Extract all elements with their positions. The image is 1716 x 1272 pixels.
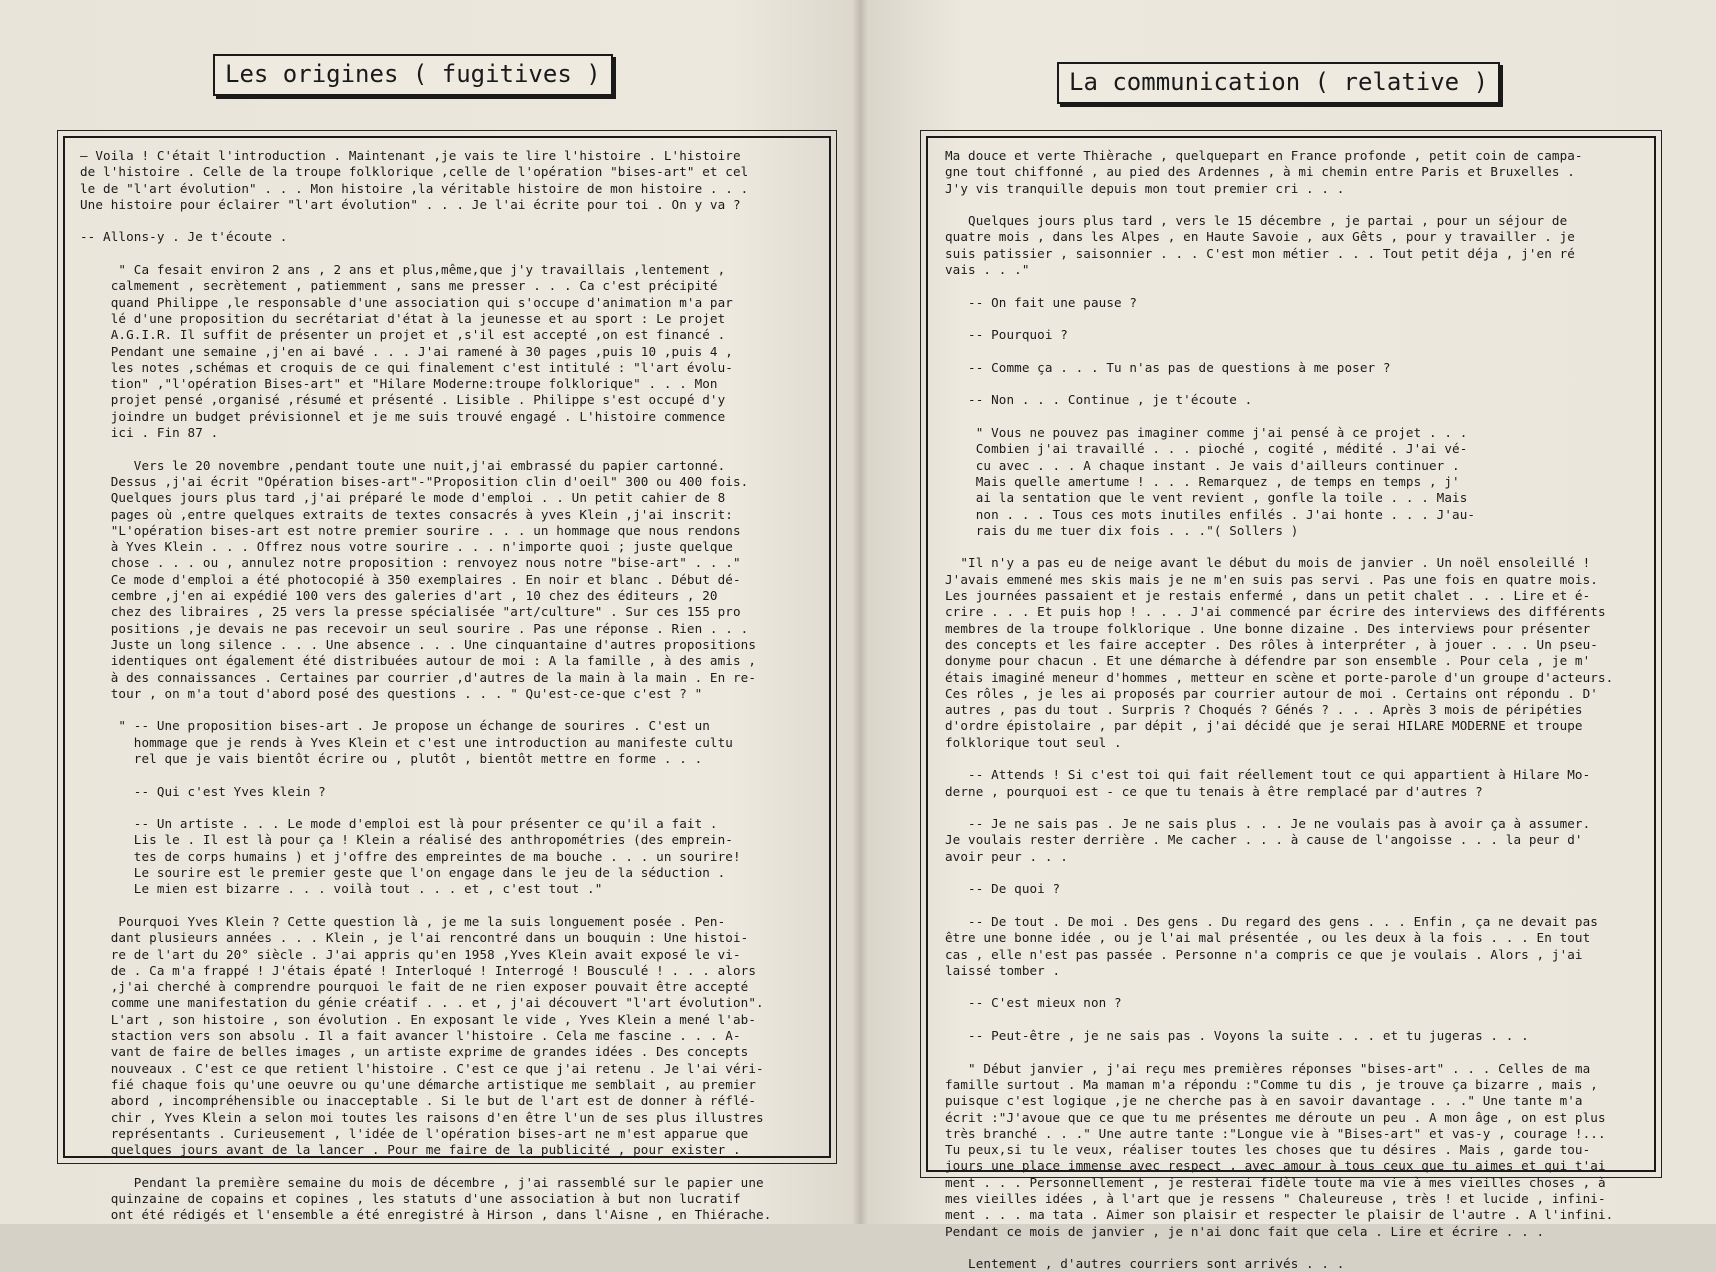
right-page-text-line: suis patissier , saisonnier . . . C'est mon métier . . . Tout petit déja , j'en ré [945, 245, 1575, 261]
right-page-text-line: d'ordre épistolaire , par dépit , j'ai décidé que je serai HILARE MODERNE et troupe [945, 718, 1583, 734]
right-page-text-line: Je voulais rester derrière . Me cacher . . . à cause de l'angoisse . . . la peur d' [945, 832, 1583, 848]
right-page-text-line: " Vous ne pouvez pas imaginer comme j'ai pensé à ce projet . . . [945, 425, 1468, 441]
right-page-text-line: J'y vis tranquille depuis mon tout premier cri . . . [945, 180, 1345, 196]
left-page-text-line: les notes ,schémas et croquis de ce qui finalement c'est intitulé : "l'art évolu- [80, 359, 733, 375]
left-page-text-line: A.G.I.R. Il suffit de présenter un projet et ,s'il est accepté ,on est financé . [80, 327, 726, 343]
right-page-text-line: Mais quelle amertume ! . . . Remarquez , de temps en temps , j' [945, 473, 1460, 489]
right-page-text-line: "Il n'y a pas eu de neige avant le début du mois de janvier . Un noël ensoleillé ! [945, 555, 1591, 571]
left-page-text-line: nouveaux . C'est ce que retient l'histoire . C'est ce que j'ai retenu . Je l'ai véri- [80, 1060, 764, 1076]
right-page-text-line: mes vieilles idées , à l'art que je ressens " Chaleureuse , très ! et lucide , infini- [945, 1191, 1606, 1206]
left-page-text-line: chez des libraires , 25 vers la presse spécialisée "art/culture" . Sur ces 155 pro [80, 604, 741, 620]
right-page-text-line: des concepts et les faire accepter . Des rôles à interpréter , à jouer . . . Un pseu- [945, 636, 1598, 652]
left-page-text-line: -- Qui c'est Yves klein ? [80, 783, 326, 799]
left-page-title: Les origines ( fugitives ) [213, 54, 613, 96]
right-page-text-line: J'avais emmené mes skis mais je ne m'en suis pas servi . Pas une fois en quatre mois. [945, 571, 1598, 587]
right-page-text-line [945, 344, 1613, 360]
left-page-text-line: tion" ,"l'opération Bises-art" et "Hilare Moderne:troupe folklorique" . . . Mon [80, 376, 718, 392]
right-page-text-line [945, 311, 1613, 327]
right-page-text-line [945, 278, 1613, 294]
left-page-text-line: chir , Yves Klein a selon moi toutes les raisons d'en être l'un de ses plus illustres [80, 1109, 764, 1125]
left-page-text-line: ont été rédigés et l'ensemble a été enregistré à Hirson , dans l'Aisne , en Thiérache. [80, 1207, 772, 1223]
left-page-text-line: le de "l'art évolution" . . . Mon histoire ,la véritable histoire de mon histoire . . . [80, 180, 749, 196]
right-page-text-line: -- Non . . . Continue , je t'écoute . [945, 392, 1253, 408]
right-page-text-line: -- C'est mieux non ? [945, 995, 1122, 1011]
right-page-text-line: être une bonne idée , ou je l'ai mal présentée , ou les deux à la fois . . . En tout [945, 930, 1591, 946]
right-page-text-line [945, 1012, 1613, 1028]
left-page-text-line: abord , incompréhensible ou inacceptable . Si le but de l'art est de donner à réflé- [80, 1093, 757, 1109]
right-page-text-line: -- De tout . De moi . Des gens . Du regard des gens . . . Enfin , ça ne devait pas [945, 913, 1598, 929]
right-page-text-line: cu avec . . . A chaque instant . Je vais d'ailleurs continuer . [945, 457, 1460, 473]
right-page-text-line [945, 409, 1613, 425]
right-page-text-line: cas , elle n'est pas passée . Personne n'a compris ce que je voulais . Alors , j'ai [945, 946, 1583, 962]
left-page-text-line: calmement , secrètement , patiemment , sans me presser . . . Ca c'est précipité [80, 278, 718, 294]
right-page-text-line [945, 865, 1613, 881]
right-page-text-line [945, 898, 1613, 914]
left-page-text-line: chose . . . ou , annulez notre proposition : renvoyez nous notre "bise-art" . . ." [80, 555, 741, 571]
right-page-text-line: quatre mois , dans les Alpes , en Haute Savoie , aux Gêts , pour y travailler . je [945, 229, 1575, 245]
right-page-text-line: crire . . . Et puis hop ! . . . J'ai commencé par écrire des interviews des différents [945, 604, 1606, 620]
right-page-text-line: -- On fait une pause ? [945, 294, 1138, 310]
right-page-text-line: écrit :"J'avoue que ce que tu me présentes me déroute un peu . A mon âge , on est plus [945, 1109, 1606, 1125]
right-page-text-line: -- Je ne sais pas . Je ne sais plus . . . Je ne voulais pas à avoir ça à assumer. [945, 816, 1591, 832]
left-page-text-line: tes de corps humains ) et j'offre des empreintes de ma bouche . . . un sourire! [80, 848, 741, 864]
right-page-text-line: derne , pourquoi est - ce que tu tenais à être remplacé par d'autres ? [945, 783, 1483, 799]
right-page-text-line: très branché . . ." Une autre tante :"Longue vie à "Bises-art" et vas-y , courage !... [945, 1125, 1606, 1141]
right-page-text-line: Combien j'ai travaillé . . . pioché , cogité , médité . J'ai vé- [945, 441, 1468, 457]
left-page-text-line [80, 898, 771, 914]
right-page-text-line [945, 751, 1613, 767]
right-page-text-line: Tu peux,si tu le veux, réaliser toutes les choses que tu désires . Mais , garde tou- [945, 1142, 1591, 1158]
left-page-text-line: " -- Une proposition bises-art . Je propose un échange de sourires . C'est un [80, 718, 710, 734]
right-page-text-line: rais du me tuer dix fois . . ."( Sollers ) [945, 522, 1299, 538]
left-page-text-line: ici . Fin 87 . [80, 425, 219, 441]
left-page-text-line: dant plusieurs années . . . Klein , je l'ai rencontré dans un bouquin : Une histoi- [80, 930, 749, 946]
left-page-text-line: de . Ca m'a frappé ! J'étais épaté ! Interloqué ! Interrogé ! Bousculé ! . . . alors [80, 962, 757, 978]
left-page-text-line: pages où ,entre quelques extraits de textes consacrés à yves Klein ,j'ai inscrit: [80, 506, 733, 522]
left-page-text-line: représentants . Curieusement , l'idée de l'opération bises-art ne m'est apparue que [80, 1125, 749, 1141]
right-page-text-line: vais . . ." [945, 262, 1030, 278]
right-page-text-line [945, 376, 1613, 392]
left-page-text-line: staction vers son absolu . Il a fait avancer l'histoire . Cela me fascine . . . A- [80, 1028, 741, 1044]
right-page-text-line [945, 1044, 1613, 1060]
left-page-text-line [80, 800, 771, 816]
right-page-text-line: ment . . . Personnellement , je resterai fidèle toute ma vie à mes vieilles choses , à [945, 1174, 1606, 1190]
right-page-text-line: folklorique tout seul . [945, 734, 1122, 750]
left-page-text-line: "L'opération bises-art est notre premier sourire . . . un hommage que nous rendons [80, 522, 741, 538]
left-page-text-line: Vers le 20 novembre ,pendant toute une nuit,j'ai embrassé du papier cartonné. [80, 457, 726, 473]
left-page-text-line: L'art , son histoire , son évolution . En exposant le vide , Yves Klein a mené l'ab- [80, 1011, 757, 1027]
right-page-text-line: -- De quoi ? [945, 881, 1061, 897]
left-page-text-line: joindre un budget prévisionnel et je me suis trouvé engagé . L'histoire commence [80, 408, 726, 424]
left-page-text-line [80, 702, 771, 718]
right-page-text-line: donyme pour chacun . Et une démarche à défendre par son ensemble . Pour cela , je m' [945, 653, 1591, 669]
left-page-text-line [80, 767, 771, 783]
right-page-text-line: Ma douce et verte Thièrache , quelquepart en France profonde , petit coin de campa- [945, 148, 1583, 163]
left-page-text-line: quinzaine de copains et copines , les statuts d'une association à but non lucratif [80, 1191, 741, 1206]
right-page-text-line: Quelques jours plus tard , vers le 15 décembre , je partai , pour un séjour de [945, 213, 1568, 229]
right-page-text-line: " Début janvier , j'ai reçu mes premières réponses "bises-art" . . . Celles de ma [945, 1060, 1591, 1076]
right-page-body [945, 148, 1613, 1272]
right-page-text-line: puisque c'est logique ,je ne cherche pas à en savoir davantage . . ." Une tante m'a [945, 1093, 1583, 1109]
right-page-text-line: avoir peur . . . [945, 848, 1068, 864]
left-page-text-line [80, 1158, 771, 1174]
right-page-text-line: laissé tomber . [945, 962, 1061, 978]
left-page-text-line [80, 441, 771, 457]
left-page-text-line: cembre ,j'en ai expédié 100 vers des galeries d'art , 10 chez des éditeurs , 20 [80, 588, 718, 604]
right-page-text-line: Les journées passaient et je restais enfermé , dans un petit chalet . . . Lire et é- [945, 588, 1591, 604]
right-page-text-line [945, 979, 1613, 995]
right-page-text-line: non . . . Tous ces mots inutiles enfilés . J'ai honte . . . J'au- [945, 506, 1476, 522]
right-page-text-line: -- Pourquoi ? [945, 327, 1068, 343]
left-page-text-line: Ce mode d'emploi a été photocopié à 350 exemplaires . En noir et blanc . Début dé- [80, 571, 741, 587]
left-page-text-line: re de l'art du 20° siècle . J'ai appris qu'en 1958 ,Yves Klein avait exposé le vi- [80, 946, 741, 962]
left-page-text-line: Quelques jours plus tard ,j'ai préparé le mode d'emploi . . Un petit cahier de 8 [80, 490, 726, 506]
left-page-text-line: rel que je vais bientôt écrire ou , plutôt , bientôt mettre en forme . . . [80, 750, 703, 766]
left-page-text-line: à Yves Klein . . . Offrez nous votre sourire . . . n'importe quoi ; juste quelque [80, 539, 733, 555]
left-page-text-line: — Voila ! C'était l'introduction . Maintenant ,je vais te lire l'histoire . L'histoire [80, 148, 741, 163]
left-page-text-line: Juste un long silence . . . Une absence . . . Une cinquantaine d'autres propositions [80, 636, 757, 652]
right-page-text-line: Ces rôles , je les ai proposés par courrier autour de moi . Certains ont répondu . D' [945, 685, 1598, 701]
left-page-text-line [80, 246, 771, 262]
left-page-text-line: Le sourire est le premier geste que l'on engage dans le jeu de la séduction . [80, 865, 726, 881]
right-page-text-line [945, 539, 1613, 555]
left-page-text-line: Le mien est bizarre . . . voilà tout . . . et , c'est tout ." [80, 881, 603, 897]
left-page-text-line: identiques ont également été distribuées autour de moi : A la famille , à des amis , [80, 653, 757, 669]
right-page-text-line: famille surtout . Ma maman m'a répondu :"Comme tu dis , je trouve ça bizarre , mais , [945, 1076, 1598, 1092]
left-page-text-line: à des connaissances . Certaines par courrier ,d'autres de la main à la main . En re- [80, 669, 757, 685]
right-page-text-line: -- Attends ! Si c'est toi qui fait réellement tout ce qui appartient à Hilare Mo- [945, 767, 1591, 783]
right-page-text-line: étais imaginé meneur d'hommes , metteur en scène et porte-parole d'un groupe d'acteurs. [945, 669, 1614, 685]
left-page-body [80, 148, 771, 1224]
left-page-text-line: Pendant une semaine ,j'en ai bavé . . . J'ai ramené à 30 pages ,puis 10 ,puis 4 , [80, 343, 733, 359]
left-page-text-line: Dessus ,j'ai écrit "Opération bises-art"-"Proposition clin d'oeil" 300 ou 400 fois. [80, 473, 749, 489]
right-page-text-line: Pendant ce mois de janvier , je n'ai donc fait que cela . Lire et écrire . . . [945, 1223, 1545, 1239]
right-page-text-line: membres de la troupe folklorique . Une bonne dizaine . Des interviews pour présenter [945, 620, 1591, 636]
left-page-text-line: lé d'une proposition du secrétariat d'état à la jeunesse et au sport : Le projet [80, 310, 726, 326]
left-page-text-line: Lis le . Il est là pour ça ! Klein a réalisé des anthropométries (des emprein- [80, 832, 733, 848]
left-page-text-line: " Ca fesait environ 2 ans , 2 ans et plus,même,que j'y travaillais ,lentement , [80, 262, 726, 278]
left-page-text-line: positions ,je devais ne pas recevoir un seul sourire . Pas une réponse . Rien . . . [80, 620, 749, 636]
right-page-text-line [945, 1240, 1613, 1256]
right-page-text-line [945, 197, 1613, 213]
right-page-text-line [945, 800, 1613, 816]
right-page-text-line: ment . . . ma tata . Aimer son plaisir et respecter le plaisir de l'autre . A l'infini. [945, 1207, 1614, 1223]
left-page-text-line: de l'histoire . Celle de la troupe folklorique ,celle de l'opération "bises-art" et cel [80, 164, 749, 180]
right-page-text-line: -- Peut-être , je ne sais pas . Voyons la suite . . . et tu jugeras . . . [945, 1028, 1529, 1044]
right-page-text-line: -- Comme ça . . . Tu n'as pas de questions à me poser ? [945, 359, 1391, 375]
left-page-text-line: Pendant la première semaine du mois de décembre , j'ai rassemblé sur le papier une [80, 1174, 764, 1190]
book-gutter [852, 0, 868, 1224]
right-page-title: La communication ( relative ) [1057, 62, 1500, 104]
left-page-text-line: ,j'ai cherché à comprendre pourquoi le fait de ne rien exposer pouvait être accepté [80, 979, 749, 995]
right-page-text-line: jours une place immense avec respect , avec amour à tous ceux que tu aimes et qui t'ai [945, 1158, 1606, 1174]
left-page-text-line: comme une manifestation du génie créatif . . . et , j'ai découvert "l'art évolution". [80, 995, 764, 1011]
left-page-text-line: tour , on m'a tout d'abord posé des questions . . . " Qu'est-ce-que c'est ? " [80, 685, 703, 701]
right-page-text-line: gne tout chiffonné , au pied des Ardennes , à mi chemin entre Paris et Bruxelles . [945, 164, 1575, 180]
left-page-text-line: vant de faire de belles images , un artiste exprime de grandes idées . Des concepts [80, 1044, 749, 1060]
left-page-text-line: Pourquoi Yves Klein ? Cette question là , je me la suis longuement posée . Pen- [80, 913, 726, 929]
left-page-text-line: fié chaque fois qu'une oeuvre ou qu'une démarche artistique me semblait , au premier [80, 1076, 757, 1092]
right-page-text-line: ai la sentation que le vent revient , gonfle la toile . . . Mais [945, 490, 1468, 506]
left-page-text-line: Une histoire pour éclairer "l'art évolution" . . . Je l'ai écrite pour toi . On y va ? [80, 196, 741, 212]
left-page-text-line [80, 213, 771, 229]
left-page-text-line: -- Allons-y . Je t'écoute . [80, 229, 288, 245]
left-page-text-line: quand Philippe ,le responsable d'une association qui s'occupe d'animation m'a par [80, 294, 733, 310]
left-page-text-line: quelques jours avant de la lancer . Pour me faire de la publicité , pour exister . [80, 1142, 741, 1158]
left-page-text-line: -- Un artiste . . . Le mode d'emploi est là pour présenter ce qu'il a fait . [80, 816, 718, 832]
left-page-text-line: hommage que je rends à Yves Klein et c'est une introduction au manifeste cultu [80, 734, 733, 750]
left-page-text-line: projet pensé ,organisé ,résumé et présenté . Lisible . Philippe s'est occupé d'y [80, 392, 726, 408]
right-page-text-line: autres , pas du tout . Surpris ? Choqués ? Génés ? . . . Après 3 mois de péripéties [945, 702, 1583, 718]
right-page-text-line: Lentement , d'autres courriers sont arrivés . . . [945, 1256, 1345, 1272]
